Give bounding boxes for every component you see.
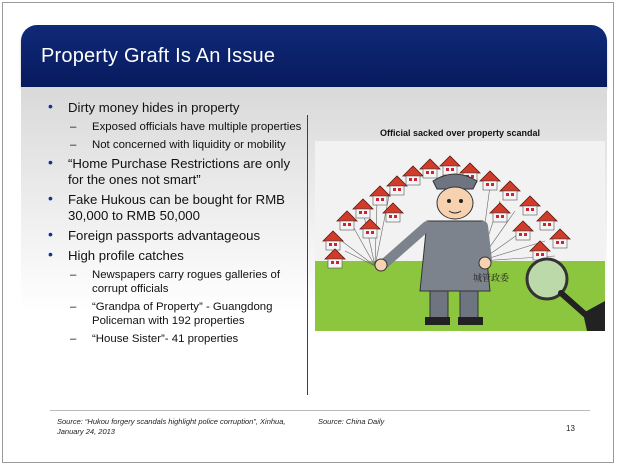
bullet-text: Fake Hukous can be bought for RMB 30,000 to RMB 50,000: [68, 192, 285, 223]
bullet-dot: •: [48, 190, 53, 206]
source-note-left: Source: “Hukou forgery scandals highlight police corruption”, Xinhua, January 24, 2013: [57, 417, 286, 436]
dash: –: [70, 301, 77, 313]
sub-bullet-text: “Grandpa of Property” - Guangdong Policeman with 192 properties: [92, 301, 273, 327]
bullet-text: High profile catches: [68, 248, 184, 263]
footer-divider: [50, 410, 590, 411]
dash: –: [70, 121, 77, 133]
sub-bullet-text: “House Sister”- 41 properties: [92, 333, 239, 345]
sub-bullet-item: [48, 120, 308, 134]
bullet-item: [48, 100, 308, 116]
sub-bullet-item: [48, 268, 308, 296]
sub-bullet-item: [48, 300, 308, 328]
image-caption: Official sacked over property scandal: [379, 128, 541, 138]
title-bar: [21, 25, 607, 87]
bullet-list: [48, 100, 308, 350]
bullet-item: [48, 228, 308, 244]
bullet-text: Dirty money hides in property: [68, 100, 240, 115]
page-number: 13: [566, 424, 575, 433]
bullet-dot: •: [48, 154, 53, 170]
dash: –: [70, 333, 77, 345]
sub-bullet-text: Exposed officials have multiple properties: [92, 121, 302, 133]
bullet-dot: •: [48, 98, 53, 114]
bullet-dot: •: [48, 226, 53, 242]
sub-bullet-item: [48, 332, 308, 346]
bullet-item: [48, 156, 308, 188]
dash: –: [70, 269, 77, 281]
bullet-item: [48, 248, 308, 264]
bullet-text: “Home Purchase Restrictions are only for the ones not smart”: [68, 156, 291, 187]
source-note-right: Source: China Daily: [318, 417, 385, 426]
sub-bullet-text: Not concerned with liquidity or mobility: [92, 139, 286, 151]
sub-bullet-text: Newspapers carry rogues galleries of corrupt officials: [92, 269, 281, 295]
dash: –: [70, 139, 77, 151]
slide-title: Property Graft Is An Issue: [41, 45, 276, 67]
bullet-item: [48, 192, 308, 224]
bullet-dot: •: [48, 246, 53, 262]
bullet-text: Foreign passports advantageous: [68, 228, 261, 243]
sub-bullet-item: [48, 138, 308, 152]
vertical-divider: [307, 115, 308, 395]
cartoon-image: [315, 141, 605, 331]
cartoon-label: 城管政委: [473, 274, 510, 284]
